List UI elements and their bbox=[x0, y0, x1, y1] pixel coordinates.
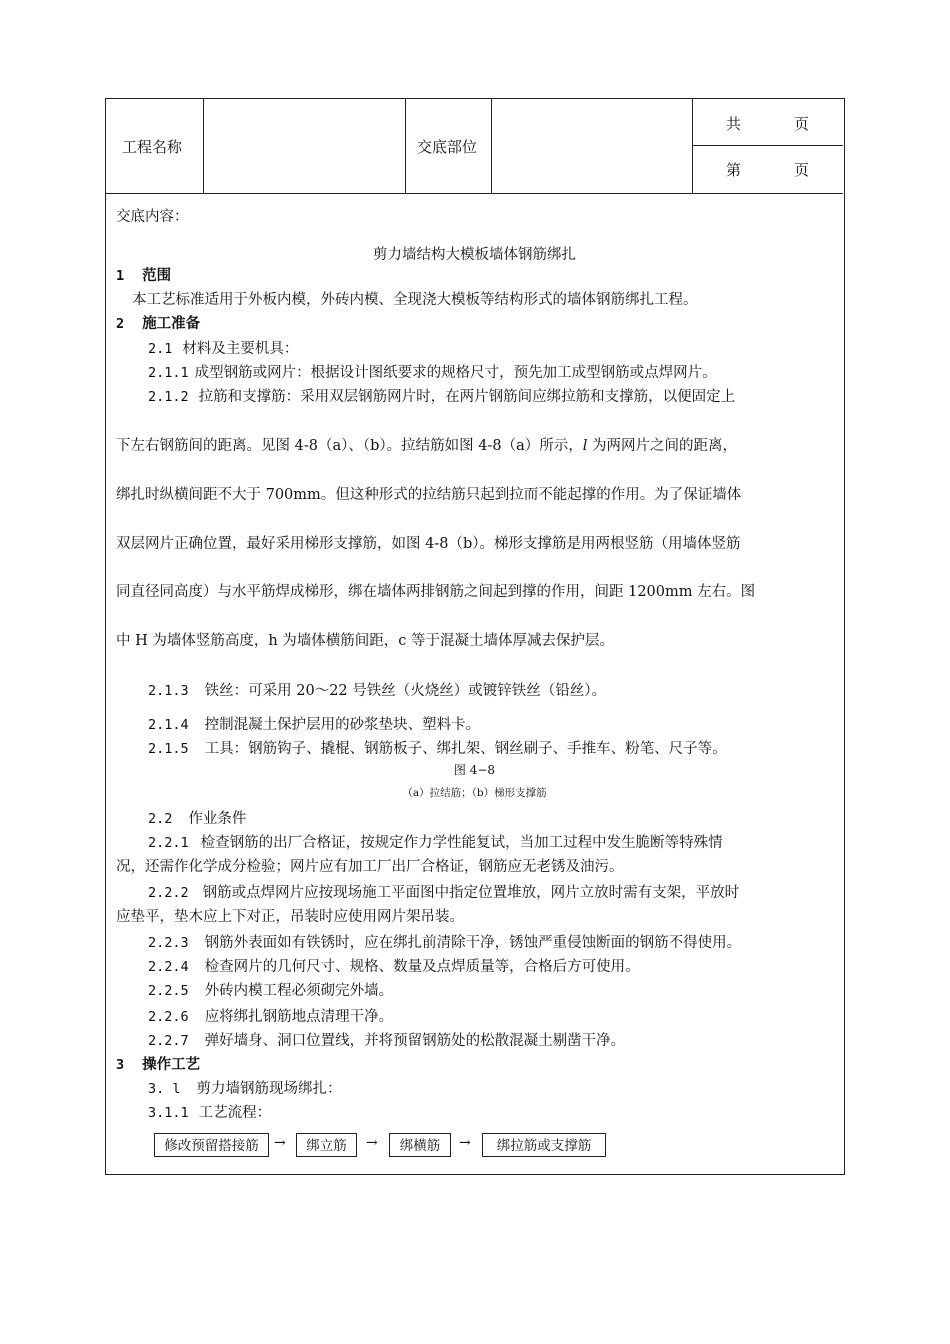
section-2-2-4: 2.2.4 检查网片的几何尺寸、规格、数量及点焊质量等，合格后方可使用。 bbox=[148, 959, 640, 975]
flow-step: 绑拉筋或支撑筋 bbox=[482, 1133, 606, 1157]
section-2-2-2-line: 应垫平，垫木应上下对正，吊装时应使用网片架吊装。 bbox=[116, 909, 464, 925]
section-2-1-4: 2.1.4 控制混凝土保护层用的砂浆垫块、塑料卡。 bbox=[148, 717, 481, 733]
total-pages-unit: 页 bbox=[794, 115, 810, 133]
section-2-2-1-line: 况，还需作化学成分检验；网片应有加工厂出厂合格证，钢筋应无老锈及油污。 bbox=[116, 859, 624, 875]
page-number-label: 第 bbox=[726, 161, 742, 179]
section-2-2-3: 2.2.3 钢筋外表面如有铁锈时，应在绑扎前清除干净，锈蚀严重侵蚀断面的钢筋不得使用。 bbox=[148, 935, 742, 951]
section-2-1-1: 2.1.1 成型钢筋或网片：根据设计图纸要求的规格尺寸，预先加工成型钢筋或点焊网片。 bbox=[148, 365, 717, 381]
section-2-1-2-line: 同直径同高度）与水平筋焊成梯形，绑在墙体两排钢筋之间起到撑的作用，间距 1200mm 左右。图 bbox=[116, 584, 756, 600]
flow-step: 修改预留搭接筋 bbox=[154, 1133, 269, 1157]
section-2-1-2-line: 双层网片正确位置，最好采用梯形支撑筋，如图 4-8（b）。梯形支撑筋是用两根竖筋（用墙体竖筋 bbox=[116, 536, 741, 552]
section-2-1-3: 2.1.3 铁丝：可采用 20～22 号铁丝（火烧丝）或镀锌铁丝（铅丝）。 bbox=[148, 683, 607, 699]
section-2-heading: 2 施工准备 bbox=[116, 315, 201, 332]
section-3-1-1: 3.1.1 工艺流程： bbox=[148, 1105, 272, 1121]
project-name-label: 工程名称 bbox=[122, 138, 183, 156]
section-2-2-6: 2.2.6 应将绑扎钢筋地点清理干净。 bbox=[148, 1009, 394, 1025]
flow-step: 绑横筋 bbox=[389, 1133, 451, 1157]
arrow-right-icon: → bbox=[459, 1135, 471, 1151]
arrow-right-icon: → bbox=[366, 1135, 378, 1151]
header-divider bbox=[405, 99, 406, 193]
section-2-2-1-line: 2.2.1 检查钢筋的出厂合格证，按规定作力学性能复试，当加工过程中发生脆断等特殊情 bbox=[148, 835, 723, 851]
section-2-2: 2.2 作业条件 bbox=[148, 811, 247, 827]
arrow-right-icon: → bbox=[274, 1135, 286, 1151]
section-2-2-2-line: 2.2.2 钢筋或点焊网片应按现场施工平面图中指定位置堆放，网片立放时需有支架，平放时 bbox=[148, 885, 740, 901]
section-3-heading: 3 操作工艺 bbox=[116, 1056, 201, 1073]
header-divider bbox=[692, 99, 693, 193]
section-2-1-2-line: 下左右钢筋间的距离。见图 4-8（a）、（b）。拉结筋如图 4-8（a）所示，l 为两网片之间的距离， bbox=[116, 438, 737, 454]
section-2-2-5: 2.2.5 外砖内模工程必须砌完外墙。 bbox=[148, 983, 394, 999]
section-2-1-5: 2.1.5 工具：钢筋钩子、撬棍、钢筋板子、绑扎架、钢丝刷子、手推车、粉笔、尺子等。 bbox=[148, 741, 727, 757]
document-title: 剪力墙结构大模板墙体钢筋绑扎 bbox=[373, 247, 576, 263]
section-3-1: 3. l 剪力墙钢筋现场绑扎： bbox=[148, 1081, 342, 1097]
form-header bbox=[106, 99, 843, 194]
section-2-1-2-line: 中 H 为墙体竖筋高度，h 为墙体横筋间距，c 等于混凝土墙体厚减去保护层。 bbox=[116, 633, 615, 649]
header-divider bbox=[692, 145, 843, 146]
total-pages-label: 共 bbox=[726, 115, 742, 133]
section-2-2-7: 2.2.7 弹好墙身、洞口位置线，并将预留钢筋处的松散混凝土剔凿干净。 bbox=[148, 1033, 626, 1049]
page-number-unit: 页 bbox=[794, 161, 810, 179]
figure-title: 图 4−8 bbox=[453, 763, 496, 777]
location-label: 交底部位 bbox=[417, 138, 478, 156]
section-1-text: 本工艺标准适用于外板内模，外砖内模、全现浇大模板等结构形式的墙体钢筋绑扎工程。 bbox=[132, 292, 698, 308]
section-1-heading: 1 范围 bbox=[116, 267, 172, 284]
flow-step: 绑立筋 bbox=[296, 1133, 357, 1157]
figure-caption: （a）拉结筋；（b）梯形支撑筋 bbox=[402, 787, 547, 799]
section-2-1: 2.1 材料及主要机具： bbox=[148, 341, 299, 357]
disclosure-form bbox=[105, 98, 845, 1175]
content-label: 交底内容： bbox=[116, 209, 189, 225]
project-name-field[interactable] bbox=[204, 99, 405, 193]
location-field[interactable] bbox=[492, 99, 692, 193]
section-2-1-2-line: 2.1.2 拉筋和支撑筋：采用双层钢筋网片时，在两片钢筋间应绑拉筋和支撑筋，以便固定上 bbox=[148, 389, 736, 405]
section-2-1-2-line: 绑扎时纵横间距不大于 700mm。但这种形式的拉结筋只起到拉而不能起撑的作用。为了保证墙体 bbox=[116, 487, 742, 503]
